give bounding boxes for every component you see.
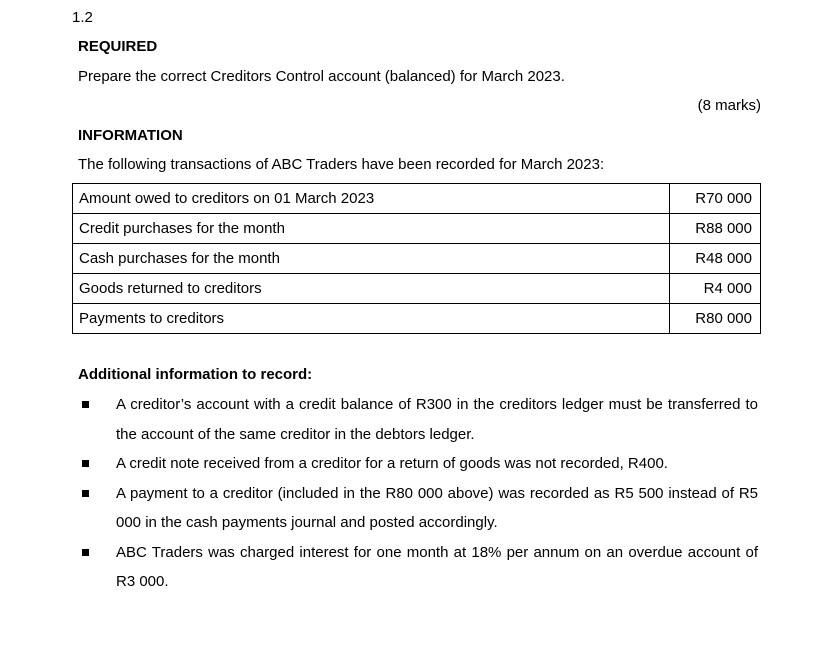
- required-heading: REQUIRED: [78, 38, 158, 55]
- row-description: Amount owed to creditors on 01 March 2023: [73, 184, 670, 214]
- required-instruction: Prepare the correct Creditors Control account (balanced) for March 2023.: [78, 68, 565, 85]
- additional-list: [78, 390, 758, 597]
- row-amount: R48 000: [670, 244, 761, 274]
- table-row: [73, 244, 761, 274]
- list-item-text: A creditor’s account with a credit balance of R300 in the creditors ledger must be transferred to the account of the same creditor in the debtors ledger.: [116, 396, 758, 443]
- row-amount: R4 000: [670, 274, 761, 304]
- question-number: 1.2: [72, 9, 93, 26]
- table-row: [73, 304, 761, 334]
- list-item: [78, 479, 758, 538]
- square-bullet-icon: [82, 401, 89, 408]
- list-item: [78, 449, 758, 479]
- row-description: Payments to creditors: [73, 304, 670, 334]
- additional-heading: Additional information to record:: [78, 366, 313, 383]
- row-amount: R80 000: [670, 304, 761, 334]
- square-bullet-icon: [82, 549, 89, 556]
- marks-allocation: (8 marks): [697, 97, 761, 114]
- row-description: Credit purchases for the month: [73, 214, 670, 244]
- transactions-table: [72, 183, 761, 334]
- list-item: [78, 390, 758, 449]
- table-row: [73, 184, 761, 214]
- row-description: Goods returned to creditors: [73, 274, 670, 304]
- row-amount: R70 000: [670, 184, 761, 214]
- list-item-text: A payment to a creditor (included in the R80 000 above) was recorded as R5 500 instead of R5 000 in the cash payments journal and posted accordingly.: [116, 484, 758, 531]
- table-row: [73, 274, 761, 304]
- row-description: Cash purchases for the month: [73, 244, 670, 274]
- square-bullet-icon: [82, 460, 89, 467]
- list-item-text: A credit note received from a creditor for a return of goods was not recorded, R400.: [116, 455, 668, 472]
- list-item: [78, 538, 758, 597]
- information-heading: INFORMATION: [78, 127, 183, 144]
- square-bullet-icon: [82, 490, 89, 497]
- row-amount: R88 000: [670, 214, 761, 244]
- table-row: [73, 214, 761, 244]
- information-intro: The following transactions of ABC Traders have been recorded for March 2023:: [78, 156, 605, 173]
- list-item-text: ABC Traders was charged interest for one month at 18% per annum on an overdue account of R3 000.: [116, 543, 758, 590]
